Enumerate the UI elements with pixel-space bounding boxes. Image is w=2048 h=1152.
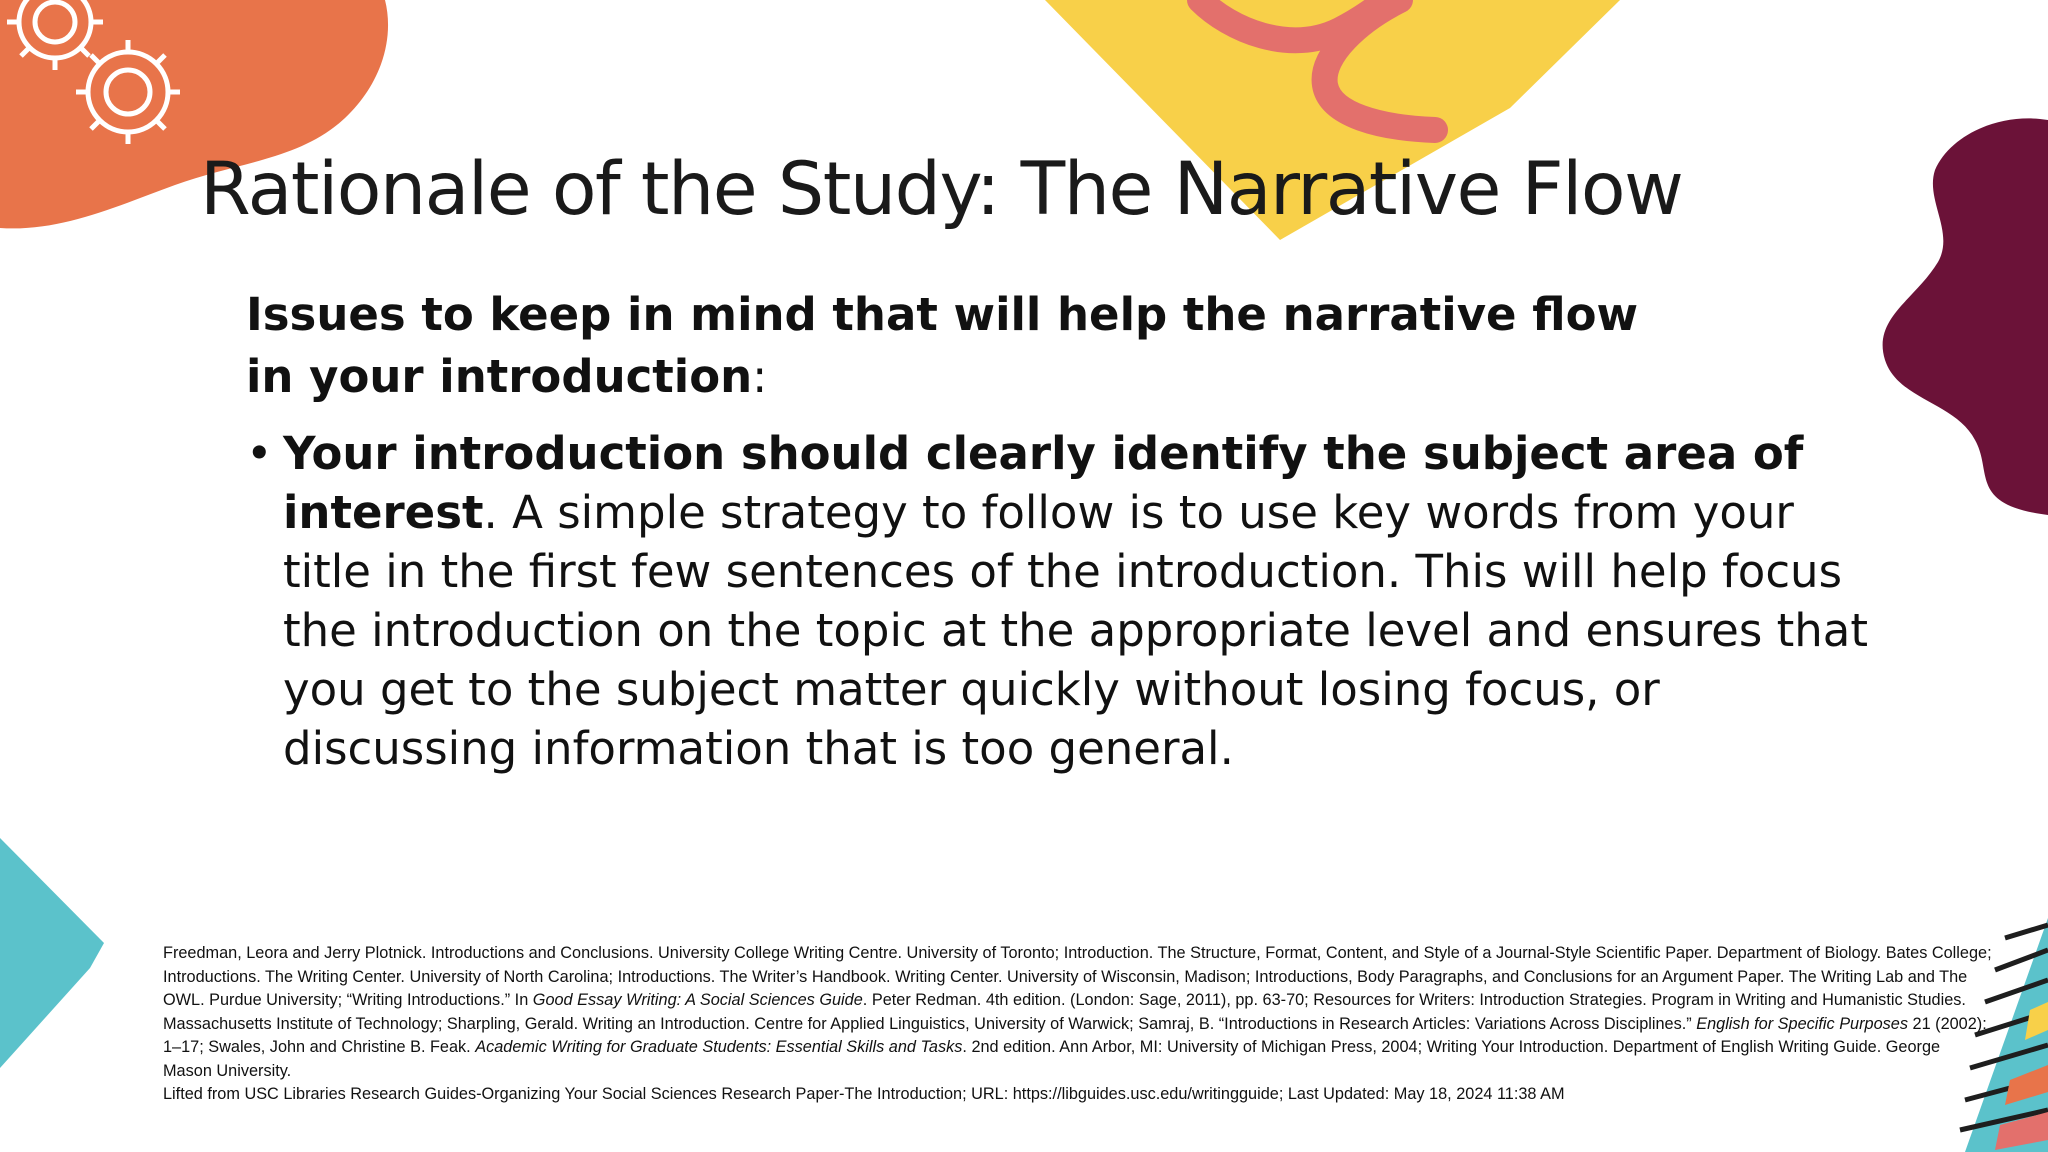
intro-trailing-colon: :: [752, 350, 768, 403]
bullet-body: A simple strategy to follow is to use key words from your title in the first few sentences of the introduction. This will help focus the introduction on the topic at the appropriate level and ensures that you get to the subject matter quickly without losing focus, or discussing information that is too general.: [283, 486, 1868, 775]
bullet-marker: •: [246, 427, 273, 480]
reference-source-line: Lifted from USC Libraries Research Guides-Organizing Your Social Sciences Research Paper-The Introduction; URL: https://libguides.usc.edu/writingguide; Last Updated: May 18, 2024 11:38 AM: [163, 1085, 1565, 1103]
reference-text: 21 (2002): 1–17; Swales, John and Christine B. Feak.: [163, 1014, 1987, 1056]
reference-title-italic: Good Essay Writing: A Social Sciences Guide: [532, 991, 863, 1009]
slide-title: Rationale of the Study: The Narrative Flow: [200, 147, 1683, 232]
bullet-text: [283, 424, 1883, 778]
teal-shape: [0, 838, 104, 1068]
bullet-lead-punct: .: [483, 486, 498, 539]
bullet-lead-bold: Your introduction should clearly identify the subject area of interest: [283, 427, 1804, 539]
reference-text: Freedman, Leora and Jerry Plotnick. Introductions and Conclusions. University College Writing Centre. University of Toronto; Introduction. The Structure, Format, Content, and Style of a Journal-Style Scientific Paper. Department of Biology. Bates College; Introductions. The Writing Center. University of North Carolina; Introductions. The Writer’s Handbook. Writing Center. University of Wisconsin, Madison; Introductions, Body Paragraphs, and Conclusions for an Argument Paper. The Writing Lab and The OWL. Purdue University; “Writing Introductions.” In: [163, 944, 1992, 1009]
maroon-blob-shape: [1883, 118, 2048, 515]
reference-text: . 2nd edition. Ann Arbor, MI: University of Michigan Press, 2004; Writing Your Introduction. Department of English Writing Guide. George Mason University.: [163, 1038, 1941, 1080]
intro-paragraph: [246, 284, 1696, 408]
reference-citations: [163, 942, 1993, 1083]
references: [163, 942, 1993, 1107]
reference-title-italic: Academic Writing for Graduate Students: Essential Skills and Tasks: [475, 1038, 963, 1056]
reference-title-italic: English for Specific Purposes: [1696, 1014, 1908, 1033]
intro-bold-text: Issues to keep in mind that will help the narrative flow in your introduction: [246, 288, 1639, 403]
reference-text: . Peter Redman. 4th edition. (London: Sage, 2011), pp. 63-70; Resources for Writers: Introduction Strategies. Program in Writing and Humanistic Studies. Massachusetts Institute of Technology; Sharpling, Gerald. Writing an Introduction. Centre for Applied Linguistics, University of Warwick; Samraj, B. “Introductions in Research Articles: Variations Across Disciplines.”: [163, 991, 1966, 1033]
